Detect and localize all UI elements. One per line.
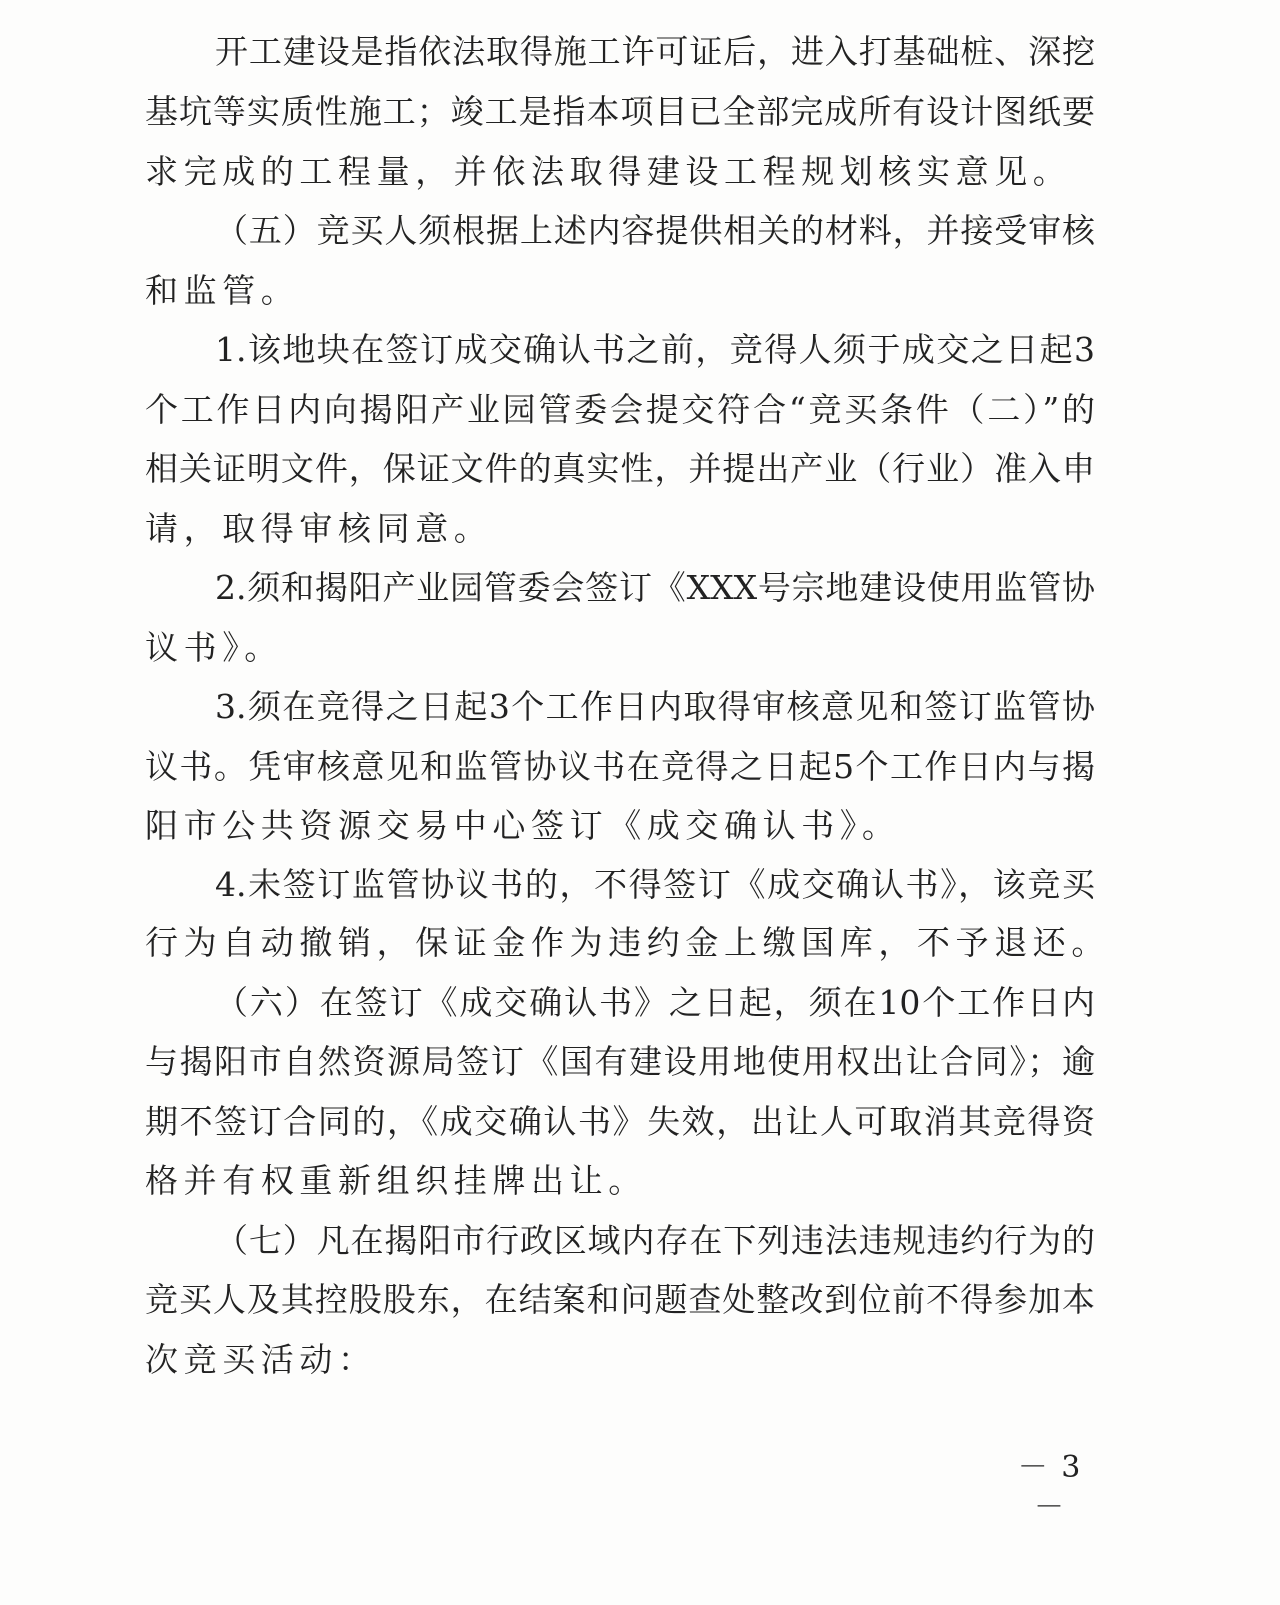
text-line: 1.该地块在签订成交确认书之前，竞得人须于成交之日起3	[215, 330, 1095, 369]
text-line: 议书》。	[145, 628, 283, 667]
text-line: 阳市公共资源交易中心签订《成交确认书》。	[145, 806, 901, 845]
text-line: 3.须在竞得之日起3个工作日内取得审核意见和签订监管协	[215, 687, 1095, 726]
text-line: 与揭阳市自然资源局签订《国有建设用地使用权出让合同》；逾	[145, 1042, 1095, 1081]
text-line: 期不签订合同的，《成交确认书》失效，出让人可取消其竞得资	[145, 1102, 1095, 1141]
page-number: － 3 －	[1017, 1450, 1083, 1525]
text-line: 请，取得审核同意。	[145, 509, 493, 548]
text-line: 格并有权重新组织挂牌出让。	[145, 1161, 647, 1200]
text-line: 次竞买活动：	[145, 1340, 377, 1379]
text-line: 行为自动撤销，保证金作为违约金上缴国库，不予退还。	[145, 923, 1110, 962]
text-line: 基坑等实质性施工；竣工是指本项目已全部完成所有设计图纸要	[145, 92, 1095, 131]
text-line: 2.须和揭阳产业园管委会签订《XXX号宗地建设使用监管协	[215, 568, 1095, 607]
text-line: 求完成的工程量，并依法取得建设工程规划核实意见。	[145, 152, 1072, 191]
text-line: 开工建设是指依法取得施工许可证后，进入打基础桩、深挖	[215, 32, 1095, 71]
text-line: 4.未签订监管协议书的，不得签订《成交确认书》，该竞买	[215, 865, 1095, 904]
text-line: 竞买人及其控股股东，在结案和问题查处整改到位前不得参加本	[145, 1280, 1095, 1319]
text-line: （七）凡在揭阳市行政区域内存在下列违法违规违约行为的	[215, 1221, 1095, 1260]
text-line: （五）竞买人须根据上述内容提供相关的材料，并接受审核	[215, 211, 1095, 250]
text-line: 和监管。	[145, 271, 300, 310]
text-line: 相关证明文件，保证文件的真实性，并提出产业（行业）准入申	[145, 449, 1095, 488]
text-line: 议书。凭审核意见和监管协议书在竞得之日起5个工作日内与揭	[145, 747, 1095, 786]
text-line: 个工作日内向揭阳产业园管委会提交符合“竞买条件（二）”的	[145, 390, 1095, 429]
text-line: （六）在签订《成交确认书》之日起，须在10个工作日内	[215, 983, 1095, 1022]
